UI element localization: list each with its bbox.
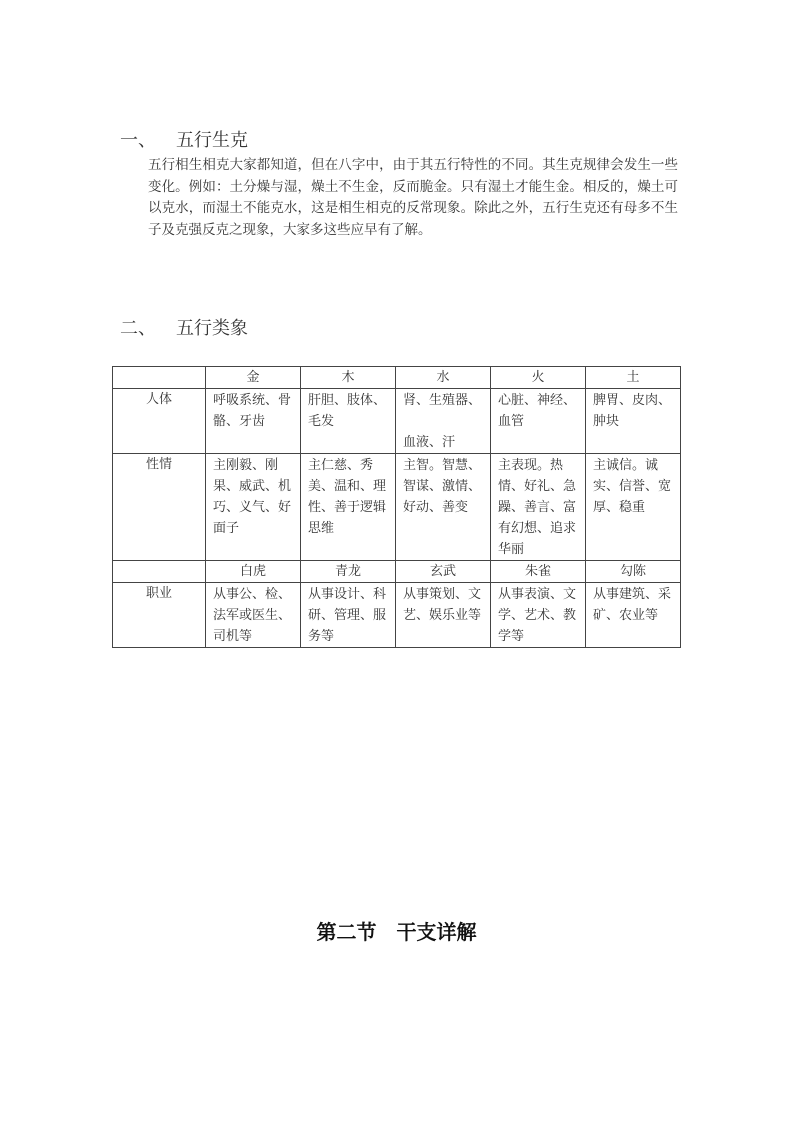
cell-text: 肾、生殖器、 <box>403 393 482 408</box>
row-label: 人体 <box>113 389 206 454</box>
row-label: 性情 <box>113 454 206 561</box>
header-cell-metal: 金 <box>206 367 301 389</box>
table-cell: 主仁慈、秀美、温和、理性、善于逻辑思维 <box>301 454 396 561</box>
table-row-body <box>113 389 681 454</box>
header-cell: 玄武 <box>396 561 491 583</box>
row-label: 职业 <box>113 583 206 648</box>
table-header-row-2 <box>113 561 681 583</box>
cell-text-extra: 血液、汗 <box>403 435 456 450</box>
wuxing-table <box>112 366 681 648</box>
header-cell-water: 水 <box>396 367 491 389</box>
table-cell: 主刚毅、刚果、威武、机巧、义气、好面子 <box>206 454 301 561</box>
table-cell: 主表现。热情、好礼、急躁、善言、富有幻想、追求华丽 <box>491 454 586 561</box>
heading-title: 五行类象 <box>176 318 248 339</box>
table-cell: 从事设计、科研、管理、服务等 <box>301 583 396 648</box>
table-cell: 脾胃、皮肉、肿块 <box>586 389 681 454</box>
table-cell: 从事表演、文学、艺术、教学等 <box>491 583 586 648</box>
header-cell: 朱雀 <box>491 561 586 583</box>
heading-number: 一、 <box>120 130 156 151</box>
table-row-career <box>113 583 681 648</box>
heading-section-one <box>120 126 248 152</box>
table-cell: 主诚信。诚实、信誉、宽厚、稳重 <box>586 454 681 561</box>
header-cell: 青龙 <box>301 561 396 583</box>
header-cell: 白虎 <box>206 561 301 583</box>
table-cell: 主智。智慧、智谋、激情、好动、善变 <box>396 454 491 561</box>
heading-number: 二、 <box>120 318 156 339</box>
table-cell: 心脏、神经、血管 <box>491 389 586 454</box>
header-cell: 勾陈 <box>586 561 681 583</box>
table-cell: 从事公、检、法军或医生、司机等 <box>206 583 301 648</box>
heading-section-two <box>120 314 248 340</box>
table-header-row <box>113 367 681 389</box>
paragraph-wuxing-shengke: 五行相生相克大家都知道，但在八字中，由于其五行特性的不同。其生克规律会发生一些变化。例如：土分燥与湿，燥土不生金，反而脆金。只有湿土才能生金。相反的，燥土可以克水，而湿土不能克水，这是相生相克的反常现象。除此之外，五行生克还有母多不生子及克强反克之现象，大家多这些应早有了解。 <box>148 157 678 238</box>
table-cell: 呼吸系统、骨骼、牙齿 <box>206 389 301 454</box>
section-heading: 第二节 干支详解 <box>316 920 477 944</box>
table-cell <box>396 389 491 454</box>
header-cell-earth: 土 <box>586 367 681 389</box>
table-cell: 从事策划、文艺、娱乐业等 <box>396 583 491 648</box>
table-cell: 从事建筑、采矿、农业等 <box>586 583 681 648</box>
header-cell-wood: 木 <box>301 367 396 389</box>
heading-title: 五行生克 <box>176 130 248 151</box>
header-cell <box>113 561 206 583</box>
header-cell-fire: 火 <box>491 367 586 389</box>
table-row-temperament <box>113 454 681 561</box>
table-cell: 肝胆、肢体、毛发 <box>301 389 396 454</box>
header-cell <box>113 367 206 389</box>
